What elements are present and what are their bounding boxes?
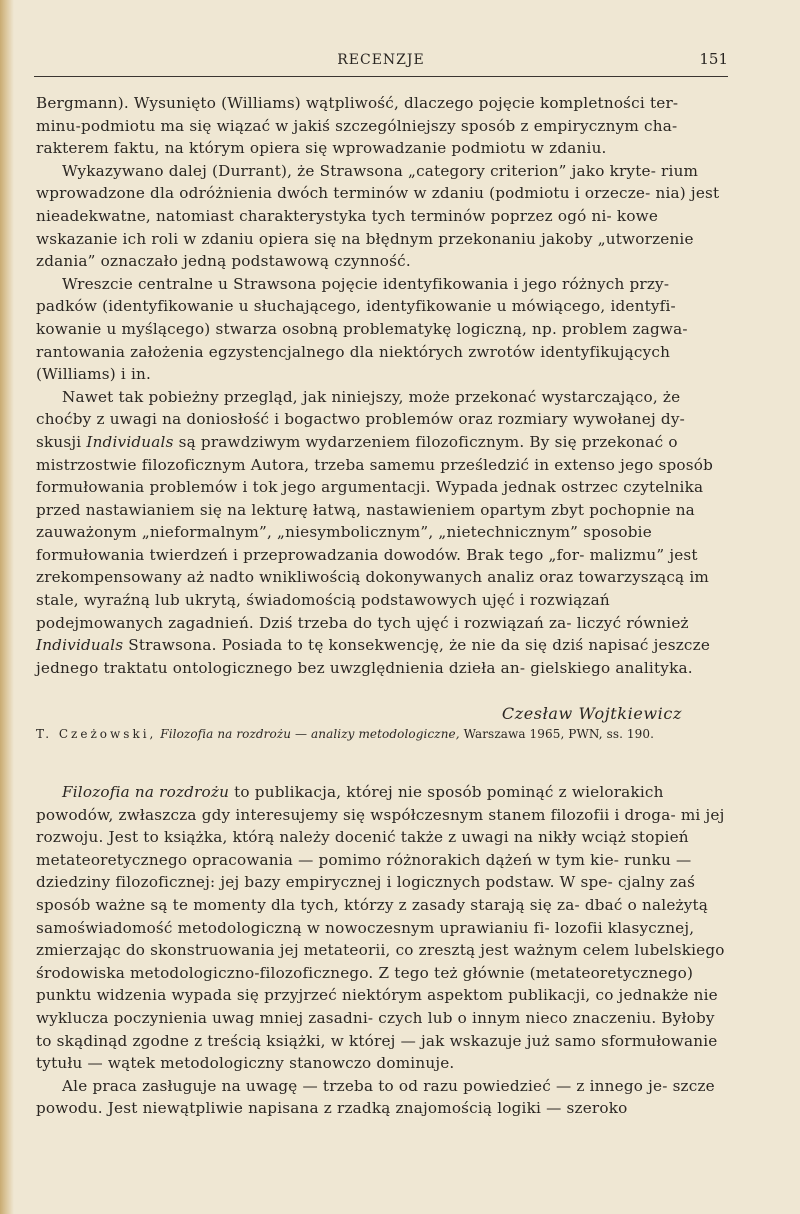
bibliographic-entry [36, 726, 726, 743]
review-section [36, 781, 726, 1120]
paragraph: Wreszcie centralne u Strawsona pojęcie identyfikowania i jego różnych przy- padków (identyfikowanie u słuchającego, identyfikowanie u mówiącego, identyfi- kowanie u myślącego) stwarza osobną problematykę logiczną, np. problem zagwa- rantowania założenia egzystencjalnego dla niektórych zwrotów identyfikujących (Williams) i in. [36, 274, 688, 384]
section-title: RECENZJE [337, 52, 425, 68]
book-title-italic: Filozofia na rozdrożu [62, 783, 230, 802]
paragraph: Ale praca zasługuje na uwagę — trzeba to od razu powiedzieć — z innego je- szcze powodu. Jest niewątpliwie napisana z rzadką znajomością logiki — szeroko [36, 1076, 715, 1118]
text-run: to publikacja, której nie sposób pominąć z wielorakich powodów, zwłaszcza gdy interesujemy się współczesnym stanem filozofii i droga- mi jej rozwoju. Jest to książka, którą należy docenić także z uwagi na nikły wciąż stopień metateoretycznego opracowania — pomimo różnorakich dążeń w tym kie- runku — dziedziny filozoficznej: jej bazy empirycznej i logicznych podstaw. W spe- cjalny zaś sposób ważne są te momenty dla tych, którzy z zasady starają się za- dbać o należytą samoświadomość metodologiczną w nowoczesnym uprawianiu fi- lozofii klasycznej, zmierzając do skonstruowania jej metateorii, co zresztą jest ważnym celem lubelskiego środowiska metodologiczno-filozoficznego. Z tego też głównie (metateoretycznego) punktu widzenia wypada się przyjrzeć niektórym aspektom publikacji, co jednakże nie wyklucza poczynienia uwag mniej zasadni- czych lub o innym nieco znaczeniu. Byłoby to skądinąd zgodne z treścią książki, w której — jak wskazuje już samo sformułowanie tytułu — wątek metodologiczny stanowczo dominuje. [36, 783, 725, 1073]
book-title-italic: Individuals [86, 432, 174, 451]
page-number: 151 [699, 50, 728, 68]
book-title-italic: Individuals [36, 636, 124, 655]
text-run: Nawet tak pobieżny przegląd, jak niniejszy, może przekonać wystarczająco, że choćby z uwagi na doniosłość i bogactwo problemów oraz rozmiary wywołanej dy- skusji [36, 387, 685, 451]
page-spine-shadow [0, 0, 14, 1214]
text-run: Strawsona. Posiada to tę konsekwencję, że nie da się dziś napisać jeszcze jednego traktatu ontologicznego bez uwzględnienia dzieła an- gielskiego analityka. [36, 636, 711, 677]
page-body [36, 92, 726, 1120]
paragraph [36, 386, 726, 680]
book-title: Filozofia na rozdrożu — analizy metodologiczne, [160, 727, 460, 742]
paragraph: Wykazywano dalej (Durrant), że Strawsona „category criterion” jako kryte- rium wprowadzone dla odróżnienia dwóch terminów w zdaniu (podmiotu i orzecze- nia) jest nieadekwatne, natomiast charakterystyka tych terminów poprzez ogó ni- kowe wskazanie ich roli w zdaniu opiera się na błędnym przekonaniu jakoby „utworzenie zdania” oznaczało jedną podstawową czynność. [36, 161, 720, 271]
text-run: są prawdziwym wydarzeniem filozoficznym. By się przekonać o mistrzostwie filozoficznym Autora, trzeba samemu prześledzić in extenso jego sposób formułowania problemów i tok jego argumentacji. Wypada jednak ostrzec czytelnika przed nastawianiem się na lekturę łatwą, nastawieniem opartym zbyt pochopnie na zauważonym „nieformalnym”, „niesymbolicznym”, „nietechnicznym” sposobie formułowania twierdzeń i przeprowadzania dowodów. Brak tego „for- malizmu” jest zrekompensowany aż nadto wnikliwością dokonywanych analiz oraz towarzyszącą im stale, wyraźną lub ukrytą, świadomością podstawowych ujęć i rozwiązań podejmowanych zagadnień. Dziś trzeba do tych ujęć i rozwiązań za- liczyć również [36, 432, 713, 632]
running-header [34, 48, 728, 77]
book-author: T. Czeżowski, [36, 727, 157, 742]
book-details: Warszawa 1965, PWN, ss. 190. [463, 727, 655, 742]
reviewer-signature: Czesław Wojtkiewicz [501, 704, 682, 724]
paragraph: Bergmann). Wysunięto (Williams) wątpliwość, dlaczego pojęcie kompletności ter- minu-podmiotu ma się wiązać w jakiś szczególniejszy sposób z empirycznym cha- rakterem faktu, na którym opiera się wprowadzanie podmiotu w zdaniu. [36, 94, 679, 158]
paragraph [36, 781, 726, 1075]
